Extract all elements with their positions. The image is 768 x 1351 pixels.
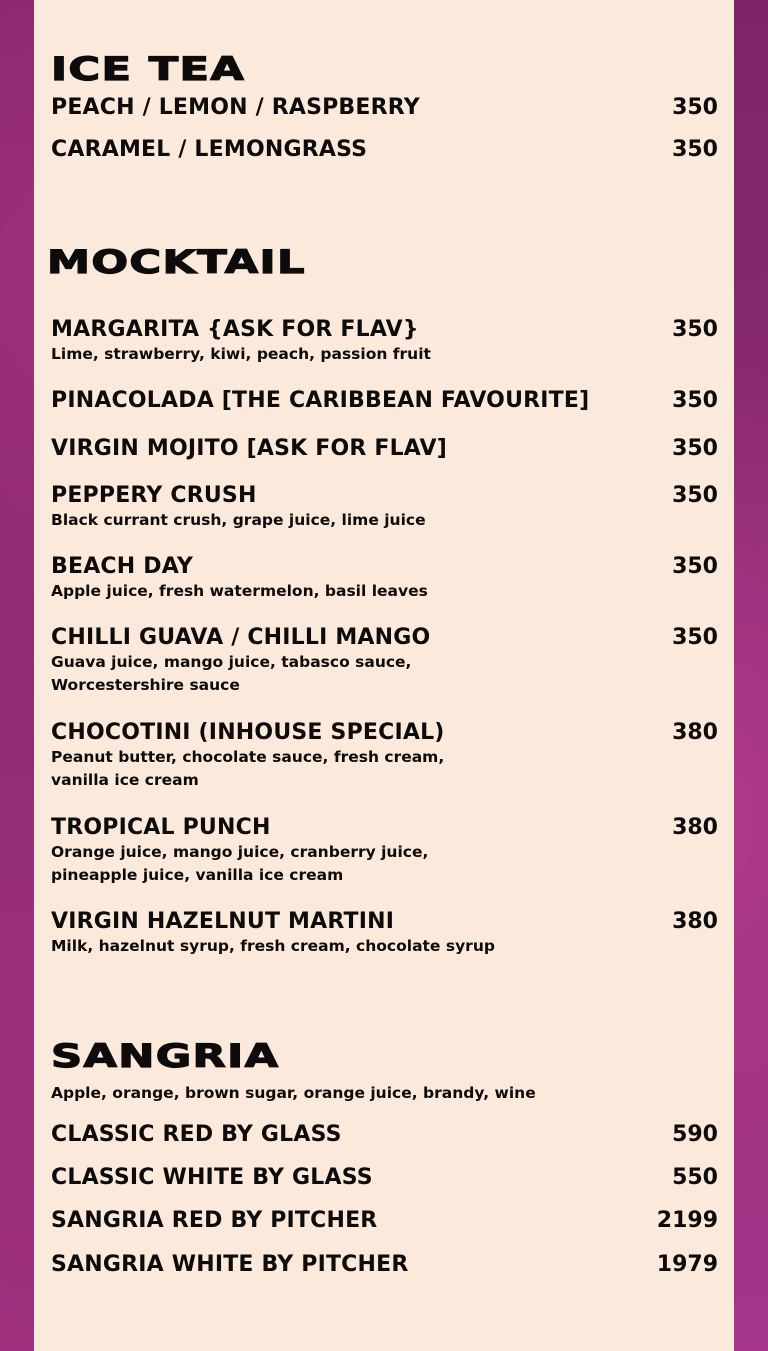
item-price: 380 [672,815,718,840]
menu-item [51,1208,718,1233]
item-description: Lime, strawberry, kiwi, peach, passion fruit [51,345,431,363]
item-name: CHOCOTINI (INHOUSE SPECIAL) [51,720,445,745]
item-name: CHILLI GUAVA / CHILLI MANGO [51,625,431,650]
item-price: 350 [672,625,718,650]
menu-item [51,1122,718,1147]
item-description: Milk, hazelnut syrup, fresh cream, chocolate syrup [51,937,495,955]
menu-item [51,815,718,887]
ice-tea-title: ICE TEA [51,50,246,88]
menu-item [51,909,718,958]
item-name: MARGARITA {ASK FOR FLAV} [51,317,419,342]
item-price: 350 [672,95,718,120]
menu-item [51,388,718,413]
item-price: 590 [672,1122,718,1147]
menu-item [51,137,718,162]
item-name: CLASSIC RED BY GLASS [51,1122,342,1147]
menu-item [51,554,718,603]
sangria-ingredients: Apple, orange, brown sugar, orange juice, brandy, wine [51,1084,536,1102]
item-name: SANGRIA RED BY PITCHER [51,1208,378,1233]
item-price: 350 [672,137,718,162]
item-price: 350 [672,554,718,579]
item-name: PEPPERY CRUSH [51,483,257,508]
item-price: 380 [672,720,718,745]
item-name: PEACH / LEMON / RASPBERRY [51,95,420,120]
item-price: 550 [672,1165,718,1190]
item-description: pineapple juice, vanilla ice cream [51,866,344,884]
item-description: Orange juice, mango juice, cranberry juice, [51,843,429,861]
item-name: TROPICAL PUNCH [51,815,271,840]
item-price: 350 [672,436,718,461]
item-price: 350 [672,388,718,413]
sangria-title: SANGRIA [51,1037,280,1075]
item-name: BEACH DAY [51,554,193,579]
item-price: 350 [672,483,718,508]
menu-item [51,317,718,366]
item-description: Guava juice, mango juice, tabasco sauce, [51,653,412,671]
item-name: CARAMEL / LEMONGRASS [51,137,368,162]
item-description: Apple juice, fresh watermelon, basil leaves [51,582,428,600]
menu-item [51,95,718,120]
menu-item [51,483,718,532]
menu-item [51,1252,718,1277]
item-name: SANGRIA WHITE BY PITCHER [51,1252,409,1277]
menu-item [51,625,718,697]
item-price: 2199 [656,1208,718,1233]
item-name: VIRGIN MOJITO [ASK FOR FLAV] [51,436,448,461]
item-description: vanilla ice cream [51,771,199,789]
item-description: Peanut butter, chocolate sauce, fresh cream, [51,748,445,766]
menu-item [51,436,718,461]
item-price: 1979 [656,1252,718,1277]
item-price: 350 [672,317,718,342]
item-name: VIRGIN HAZELNUT MARTINI [51,909,395,934]
item-description: Black currant crush, grape juice, lime juice [51,511,426,529]
item-name: PINACOLADA [THE CARIBBEAN FAVOURITE] [51,388,590,413]
mocktail-title: MOCKTAIL [47,243,306,281]
menu-item [51,720,718,792]
item-description: Worcestershire sauce [51,676,240,694]
item-price: 380 [672,909,718,934]
menu-item [51,1165,718,1190]
menu-panel [34,0,734,1351]
item-name: CLASSIC WHITE BY GLASS [51,1165,373,1190]
